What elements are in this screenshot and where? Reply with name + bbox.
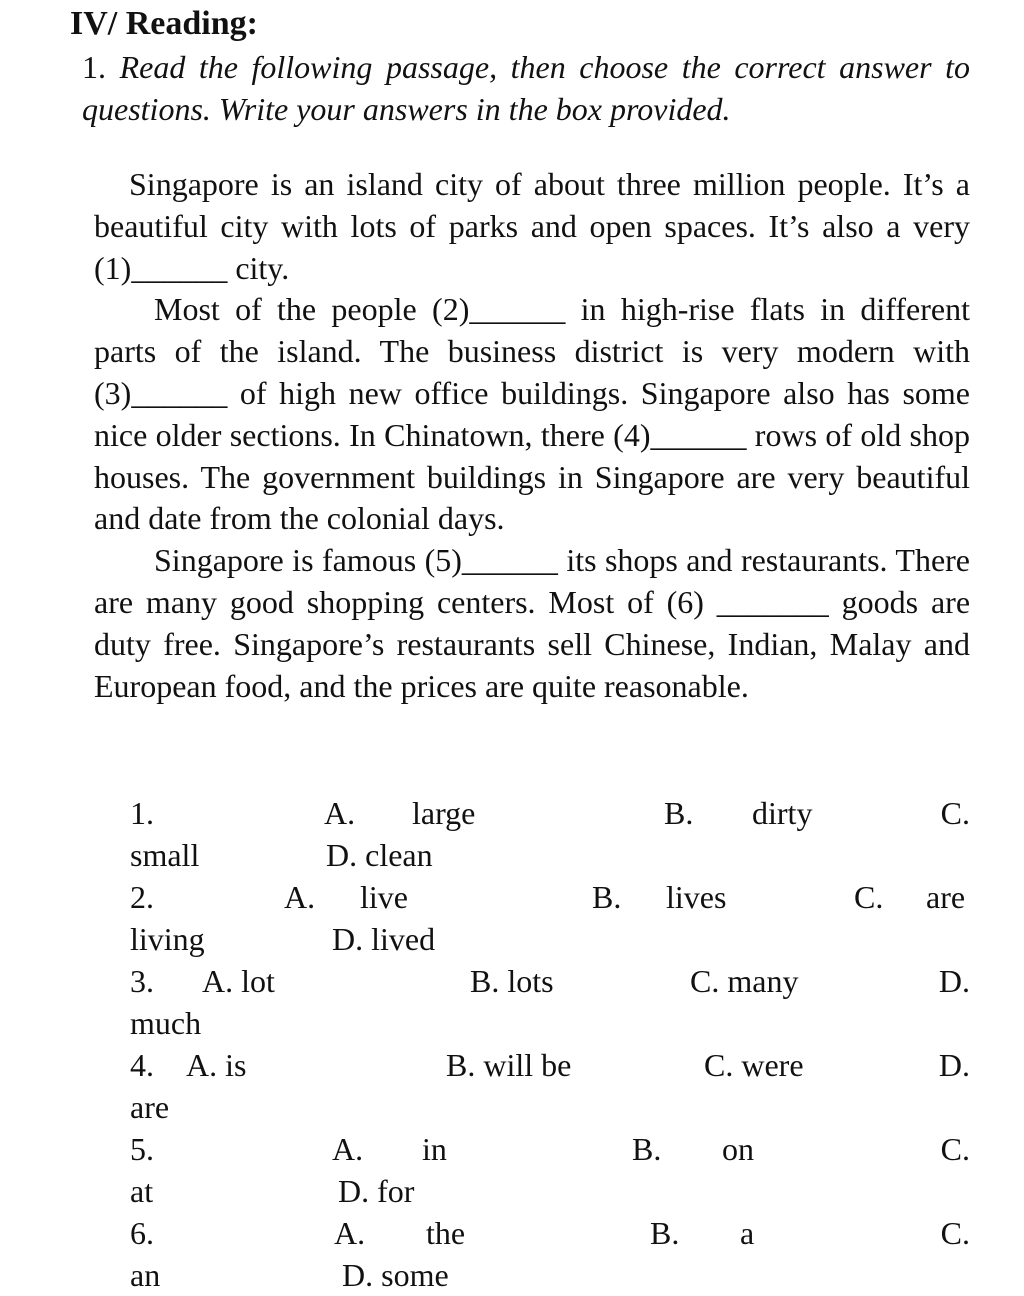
option-d: D. some (342, 1257, 449, 1293)
question-1 (130, 792, 970, 876)
option-c-text: are (926, 879, 966, 915)
passage-text: of high new office buildings. Singapore also has some nice older sections. In Chinatown, there (94, 374, 970, 453)
option-b-letter: B. (664, 795, 694, 831)
option-d-letter: D. (938, 1047, 970, 1083)
passage-paragraph-2 (94, 289, 970, 540)
option-b-letter: B. (632, 1131, 662, 1167)
question-number: 3. (130, 963, 154, 999)
blank-5: (5)______ (424, 542, 558, 579)
question-number: 6. (130, 1215, 154, 1251)
passage-text: rows of old shop houses. The government buildings in Singapore are very beautiful and date from the colonial days. (94, 416, 970, 537)
blank-1: (1)______ (94, 249, 228, 286)
option-b-text: lives (666, 879, 727, 915)
option-a-letter: A. (332, 1131, 364, 1167)
option-b-text: on (722, 1131, 754, 1167)
blank-2: (2)______ (432, 291, 566, 328)
question-6 (130, 1212, 970, 1296)
question-2 (130, 876, 970, 960)
option-a-text: in (422, 1131, 447, 1167)
section-heading: IV/ Reading: (70, 5, 258, 42)
option-b-letter: B. (592, 879, 622, 915)
question-4 (130, 1044, 970, 1128)
passage-text: Singapore is famous (154, 542, 425, 579)
option-c-letter: C. (854, 879, 884, 915)
instruction-number: 1. (82, 49, 106, 85)
question-5 (130, 1128, 970, 1212)
option-c-text: small (130, 837, 200, 873)
option-c-text-continued: living (130, 921, 205, 957)
option-a-letter: A. (324, 795, 356, 831)
option-b-letter: B. (650, 1215, 680, 1251)
passage-text: Singapore is an island city of about three million people. It’s a beautiful city with lots of parks and open spaces. It’s also a very (94, 166, 970, 244)
option-b-text: dirty (752, 795, 813, 831)
option-d: D. for (338, 1173, 415, 1209)
question-number: 2. (130, 879, 154, 915)
option-c: C. were (704, 1047, 804, 1083)
option-a-letter: A. (334, 1215, 366, 1251)
passage-paragraph-1 (94, 164, 970, 289)
reading-passage (94, 164, 970, 707)
option-d-letter: D. (938, 963, 970, 999)
option-c-letter: C. (940, 795, 970, 831)
option-a-text: live (360, 879, 408, 915)
option-a: A. lot (202, 963, 275, 999)
question-number: 1. (130, 795, 154, 831)
passage-paragraph-3 (94, 540, 970, 707)
option-d: D. lived (332, 921, 436, 957)
option-c-text: at (130, 1173, 154, 1209)
option-d-text: much (130, 1005, 202, 1041)
passage-text: its shops and restaurants. There are many good shopping centers. Most of (94, 542, 971, 620)
passage-text: goods are duty free. Singapore’s restaurants sell Chinese, Indian, Malay and European food, and the prices are quite reasonable. (94, 583, 971, 704)
instruction-text: Read the following passage, then choose the correct answer to questions. Write your answers in the box provided. (82, 49, 971, 127)
option-c-text: an (130, 1257, 161, 1293)
option-a-text: the (426, 1215, 466, 1251)
option-b: B. will be (446, 1047, 572, 1083)
passage-text: in high-rise flats in different parts of the island. The business district is very modern with (94, 291, 971, 370)
passage-text: Most of the people (154, 291, 433, 328)
blank-3: (3)______ (94, 374, 228, 411)
option-b-text: a (740, 1215, 755, 1251)
option-a-letter: A. (284, 879, 316, 915)
question-number: 5. (130, 1131, 154, 1167)
option-c-letter: C. (940, 1131, 970, 1167)
blank-4: (4)______ (613, 416, 747, 453)
instruction (82, 46, 970, 130)
option-d-text: are (130, 1089, 170, 1125)
option-a-text: large (412, 795, 476, 831)
option-d: D. clean (326, 837, 433, 873)
option-c: C. many (690, 963, 799, 999)
option-c-letter: C. (940, 1215, 970, 1251)
question-number: 4. (130, 1047, 154, 1083)
option-a: A. is (186, 1047, 247, 1083)
passage-text: city. (227, 249, 290, 286)
question-3 (130, 960, 970, 1044)
blank-6: (6) _______ (666, 583, 829, 620)
option-b: B. lots (470, 963, 554, 999)
